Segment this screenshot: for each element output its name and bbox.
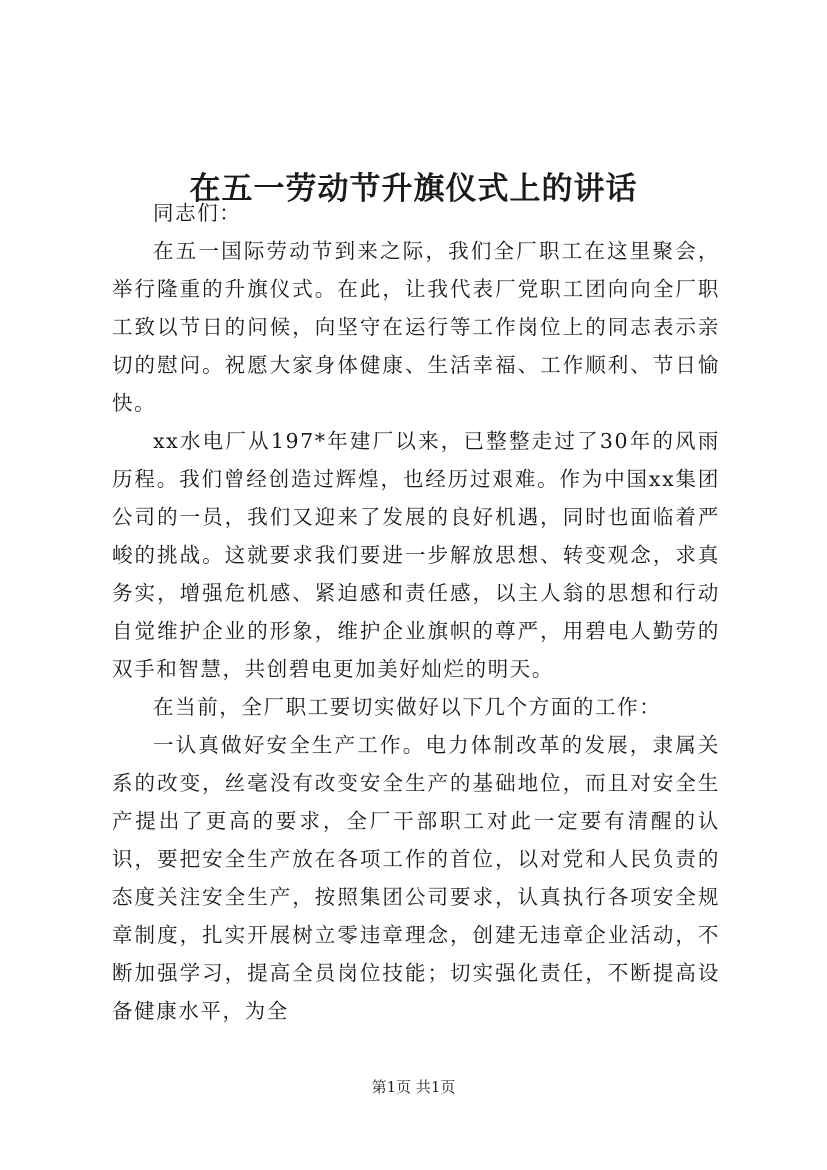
salutation: 同志们：	[153, 201, 242, 225]
paragraph-tasks-intro: 在当前，全厂职工要切实做好以下几个方面的工作：	[153, 695, 662, 719]
page-footer: 第1页 共1页	[371, 1078, 456, 1096]
paragraph-greeting: 在五一国际劳动节到来之际，我们全厂职工在这里聚会，举行隆重的升旗仪式。在此，让我代表厂党职工团向向全厂职工致以节日的问候，向坚守在运行等工作岗位上的同志表示亲切的慰问。祝愿大家身体健康、生活幸福、工作顺利、节日愉快。	[112, 239, 720, 415]
document-body	[112, 194, 720, 1030]
paragraph-history: xx水电厂从197*年建厂以来，已整整走过了30年的风雨历程。我们曾经创造过辉煌，也经历过艰难。作为中国xx集团公司的一员，我们又迎来了发展的良好机遇，同时也面临着严峻的挑战。这就要求我们要进一步解放思想、转变观念，求真务实，增强危机感、紧迫感和责任感，以主人翁的思想和行动自觉维护企业的形象，维护企业旗帜的尊严，用碧电人勤劳的双手和智慧，共创碧电更加美好灿烂的明天。	[112, 429, 720, 681]
document-title: 在五一劳动节升旗仪式上的讲话	[189, 170, 638, 207]
paragraph-safety: 一认真做好安全生产工作。电力体制改革的发展，隶属关系的改变，丝毫没有改变安全生产的基础地位，而且对安全生产提出了更高的要求，全厂干部职工对此一定要有清醒的认识，要把安全生产放在各项工作的首位，以对党和人民负责的态度关注安全生产，按照集团公司要求，认真执行各项安全规章制度，扎实开展树立零违章理念，创建无违章企业活动，不断加强学习，提高全员岗位技能；切实强化责任，不断提高设备健康水平，为全	[112, 733, 720, 1023]
